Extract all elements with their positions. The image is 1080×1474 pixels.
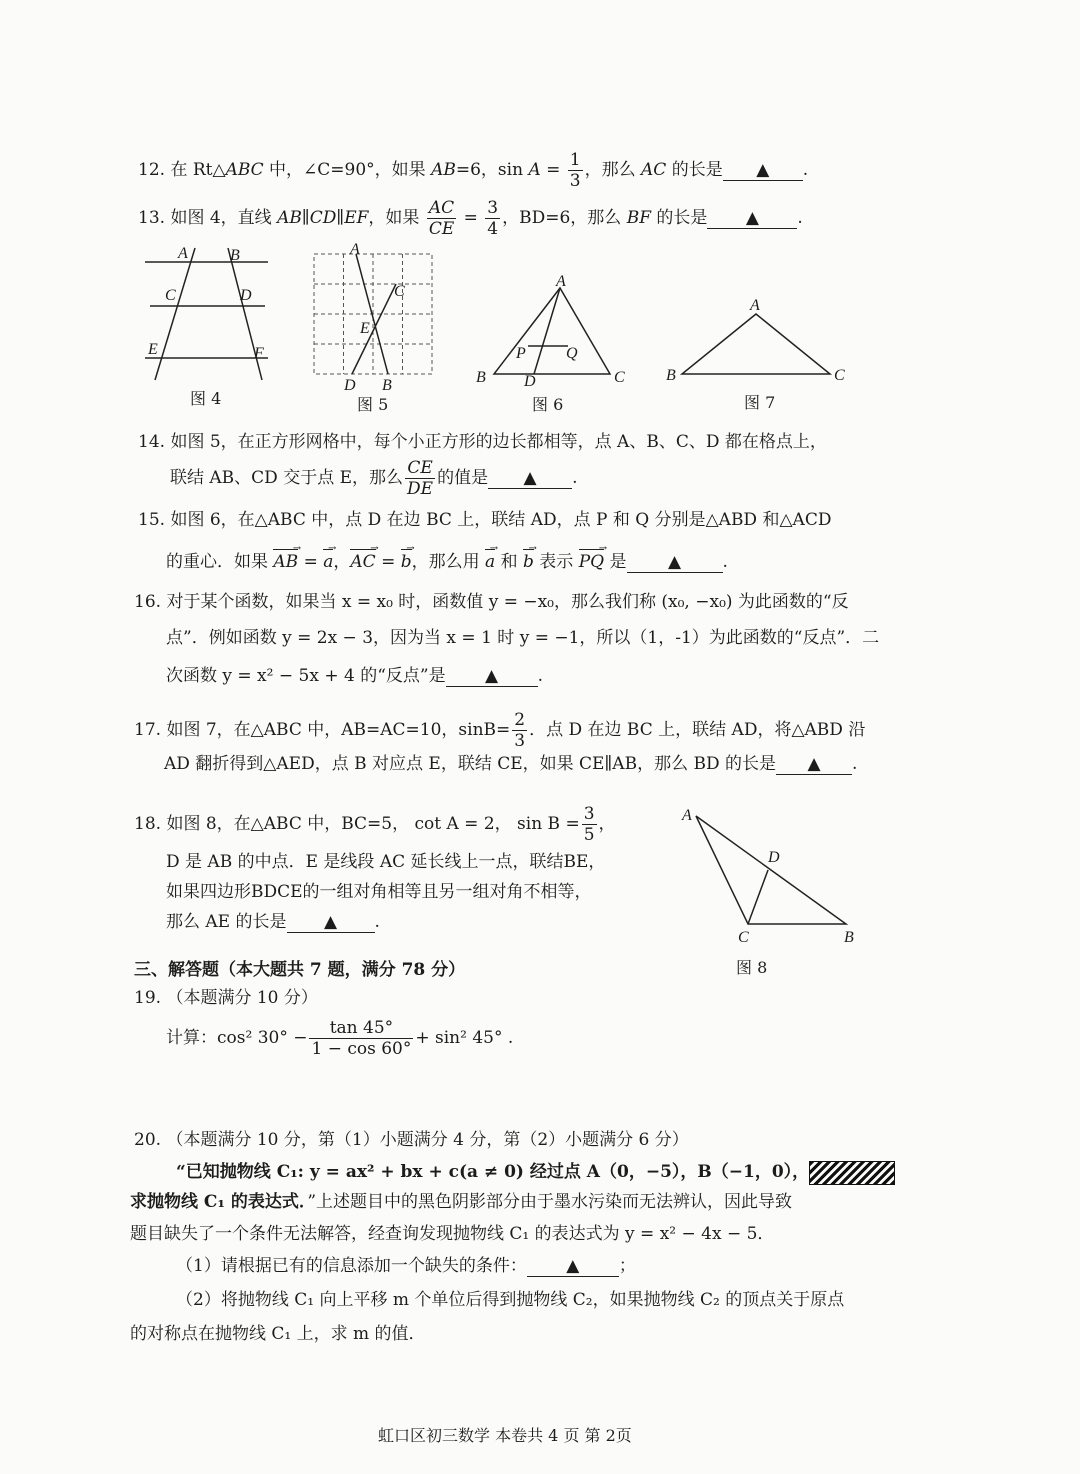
- question-15-line2: 的重心．如果 AB → = a →，AC → = b →，那么用 a → 和 b → 表示 PQ → 是 ▲ .: [166, 548, 728, 574]
- fig7-label-a: A: [750, 297, 760, 314]
- answer-blank: ▲: [446, 666, 538, 687]
- fig6-label-a: A: [556, 273, 566, 290]
- answer-blank: ▲: [488, 468, 572, 489]
- question-20-line3: 题目缺失了一个条件无法解答，经查询发现抛物线 C₁ 的表达式为 y = x² − 4x − 5．: [130, 1224, 775, 1244]
- fig5-label-d: D: [344, 377, 356, 390]
- fig5-label-b: B: [382, 377, 392, 390]
- fig6-caption: 图 6: [532, 395, 564, 414]
- question-12: 12. 在 Rt△ABC 中，∠C=90°，如果 AB=6，sin A = $\frac{1}{3}$ ，那么 AC 的长是 ▲ .: [138, 150, 809, 191]
- figure-8: [676, 800, 866, 950]
- question-18-line3: 如果四边形BDCE的一组对角相等且另一组对角不相等，: [166, 882, 592, 902]
- question-20-sub2-line2: 的对称点在抛物线 C₁ 上，求 m 的值．: [130, 1324, 426, 1344]
- question-20-line2: 求抛物线 C₁ 的表达式．”上述题目中的黑色阴影部分由于墨水污染而无法辨认，因此导致: [130, 1192, 793, 1212]
- fraction: $\frac{AC}{CE}$: [428, 198, 455, 239]
- fig8-label-d: D: [768, 849, 780, 866]
- fraction: $\frac{3}{4}$: [487, 198, 499, 239]
- fig4-label-e: E: [148, 341, 158, 358]
- question-20-sub2-line1: （2）将抛物线 C₁ 向上平移 m 个单位后得到抛物线 C₂，如果抛物线 C₂ 的顶点关于原点: [176, 1290, 845, 1310]
- answer-blank: ▲: [723, 160, 803, 181]
- answer-blank: ▲: [527, 1256, 619, 1277]
- fig7-caption: 图 7: [744, 393, 776, 412]
- question-19-header: 19. （本题满分 10 分）: [134, 988, 318, 1008]
- figure-6: [470, 270, 630, 390]
- question-20-sub1: （1）请根据已有的信息添加一个缺失的条件： ▲ ；: [176, 1256, 636, 1276]
- page-footer: 虹口区初三数学 本卷共 4 页 第 2页: [378, 1426, 632, 1445]
- question-16-line3: 次函数 y = x² − 5x + 4 的“反点”是 ▲ .: [166, 666, 543, 686]
- fig6-label-p: P: [516, 345, 526, 362]
- question-14-line2: 联结 AB、CD 交于点 E，那么 $\frac{CE}{DE}$ 的值是 ▲ .: [170, 458, 578, 499]
- fig6-label-c: C: [614, 369, 625, 386]
- fig4-label-a: A: [178, 245, 188, 262]
- question-16-line1: 16. 对于某个函数，如果当 x = x₀ 时，函数值 y = −x₀，那么我们称 (x₀, −x₀) 为此函数的“反: [134, 592, 849, 612]
- fig5-label-a: A: [350, 241, 360, 258]
- fig7-label-b: B: [666, 367, 676, 384]
- answer-blank: ▲: [776, 754, 852, 775]
- fraction: $\frac{2}{3}$: [514, 710, 526, 751]
- fig6-label-b: B: [476, 369, 486, 386]
- fraction: $\frac{CE}{DE}$: [407, 458, 434, 499]
- fig5-label-c: C: [394, 283, 405, 300]
- section-3-title: 三、解答题（本大题共 7 题，满分 78 分）: [134, 960, 466, 980]
- fraction: $\frac{\tan 45^\circ}{1 - \cos 60^\circ}$: [311, 1018, 412, 1059]
- question-19-calc: 计算：cos² 30° − $\frac{\tan 45^\circ}{1 - \cos 60^\circ}$ + sin² 45° .: [166, 1018, 514, 1059]
- fraction: $\frac{1}{3}$: [569, 150, 581, 191]
- question-17-line1: 17. 如图 7，在△ABC 中，AB=AC=10，sinB= $\frac{2}{3}$ ．点 D 在边 BC 上，联结 AD，将△ABD 沿: [134, 710, 866, 751]
- question-16-line2: 点”．例如函数 y = 2x − 3，因为当 x = 1 时 y = −1，所以（1，-1）为此函数的“反点”．二: [166, 628, 880, 648]
- fig4-label-c: C: [165, 287, 176, 304]
- answer-blank: ▲: [627, 552, 723, 573]
- fig8-label-c: C: [738, 929, 749, 946]
- fig6-label-q: Q: [566, 345, 578, 362]
- question-13: 13. 如图 4，直线 AB∥CD∥EF，如果 $\frac{AC}{CE}$ = $\frac{3}{4}$ ，BD=6，那么 BF 的长是 ▲ .: [138, 198, 803, 239]
- fig4-label-b: B: [230, 247, 240, 264]
- figure-7: [662, 290, 862, 390]
- figure-4: [140, 240, 275, 385]
- fig8-label-a: A: [682, 807, 692, 824]
- fig5-label-e: E: [360, 320, 370, 337]
- fig8-caption: 图 8: [736, 958, 768, 977]
- ink-stain: [809, 1161, 895, 1185]
- question-14-line1: 14. 如图 5，在正方形网格中，每个小正方形的边长都相等，点 A、B、C、D 都在格点上，: [138, 432, 827, 452]
- fig4-caption: 图 4: [190, 389, 222, 408]
- question-18-line2: D 是 AB 的中点．E 是线段 AC 延长线上一点，联结BE，: [166, 852, 606, 872]
- fig8-label-b: B: [844, 929, 854, 946]
- fraction: $\frac{3}{5}$: [583, 804, 595, 845]
- question-20-line1: “已知抛物线 C₁: y = ax² + bx + c(a ≠ 0) 经过点 A（0，−5），B（−1，0），: [176, 1160, 895, 1185]
- fig4-label-f: F: [254, 345, 264, 362]
- fig7-label-c: C: [834, 367, 845, 384]
- question-17-line2: AD 翻折得到△AED，点 B 对应点 E，联结 CE，如果 CE∥AB，那么 BD 的长是 ▲ .: [164, 754, 858, 774]
- answer-blank: ▲: [707, 208, 797, 229]
- answer-blank: ▲: [287, 912, 375, 933]
- fig6-label-d: D: [524, 373, 536, 390]
- fig5-caption: 图 5: [357, 395, 389, 414]
- fig4-label-d: D: [240, 287, 252, 304]
- question-15-line1: 15. 如图 6，在△ABC 中，点 D 在边 BC 上，联结 AD，点 P 和 Q 分别是△ABD 和△ACD: [138, 510, 832, 530]
- question-18-line1: 18. 如图 8，在△ABC 中，BC=5， cot A = 2， sin B = $\frac{3}{5}$ ，: [134, 804, 616, 845]
- question-20-header: 20. （本题满分 10 分，第（1）小题满分 4 分，第（2）小题满分 6 分）: [134, 1130, 689, 1150]
- question-18-line4: 那么 AE 的长是 ▲ .: [166, 912, 380, 932]
- figure-5: [308, 240, 438, 390]
